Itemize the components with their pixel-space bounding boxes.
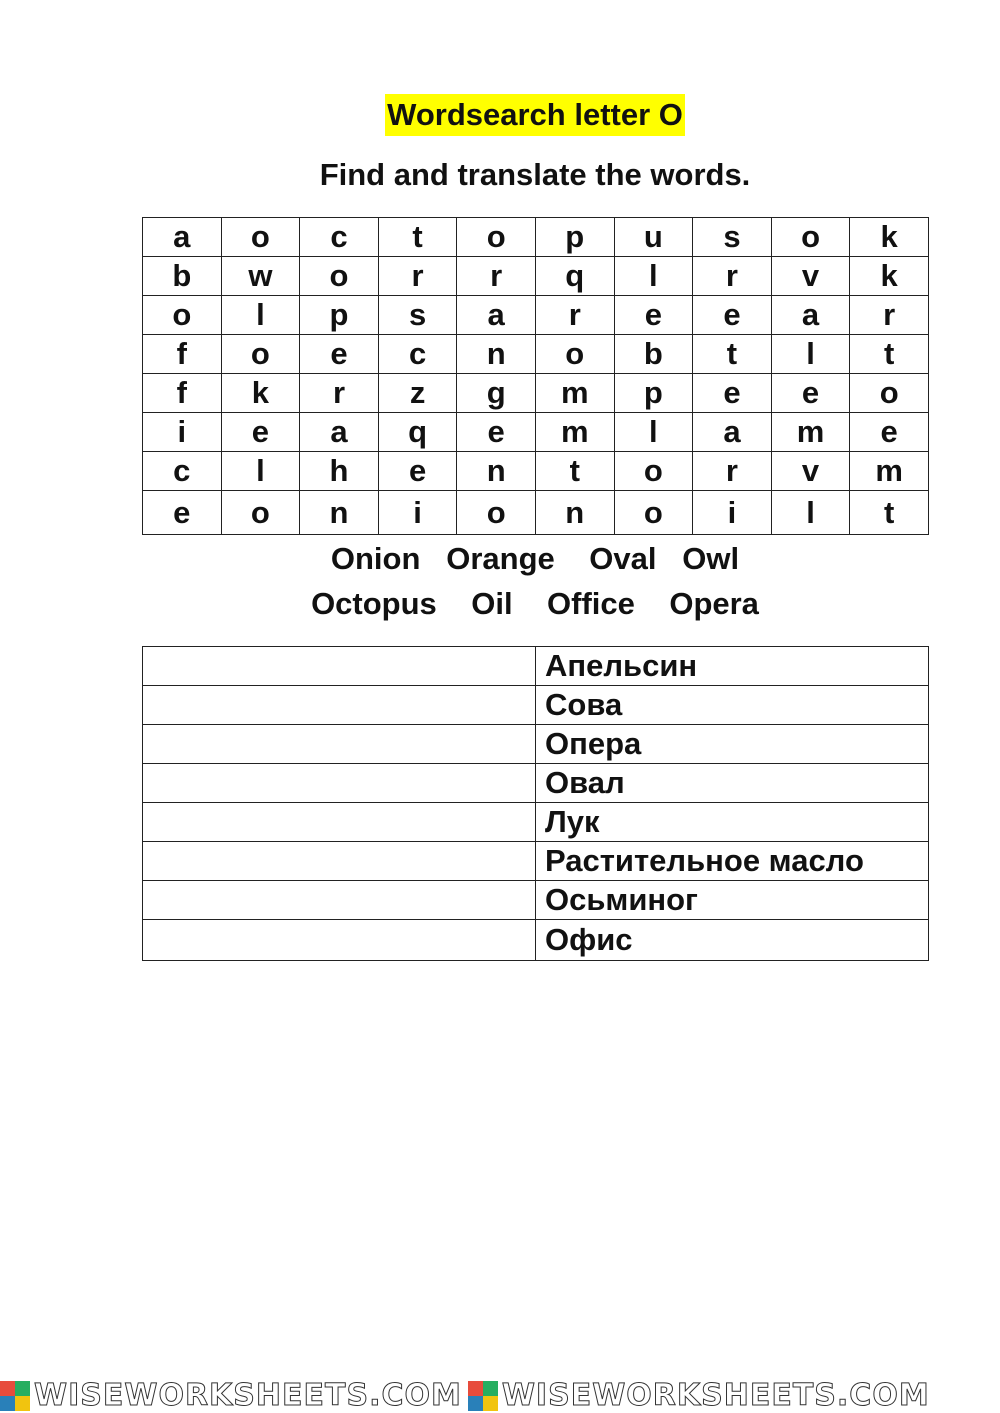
- grid-cell: k: [850, 257, 929, 296]
- translation-cell: Осьминог: [536, 881, 929, 920]
- translation-row: [143, 920, 929, 961]
- grid-cell: e: [221, 413, 300, 452]
- grid-cell: p: [614, 374, 693, 413]
- grid-row: [143, 413, 929, 452]
- grid-cell: w: [221, 257, 300, 296]
- word-list-line-1: Onion Orange Oval Owl: [330, 541, 740, 576]
- brand-watermark: [0, 1378, 462, 1413]
- grid-cell: e: [850, 413, 929, 452]
- grid-cell: o: [614, 491, 693, 535]
- grid-cell: q: [378, 413, 457, 452]
- grid-cell: u: [614, 218, 693, 257]
- grid-cell: o: [221, 218, 300, 257]
- answer-cell[interactable]: [143, 842, 536, 881]
- grid-row: [143, 257, 929, 296]
- grid-cell: c: [300, 218, 379, 257]
- translation-cell: Растительное масло: [536, 842, 929, 881]
- grid-cell: t: [378, 218, 457, 257]
- grid-cell: n: [457, 335, 536, 374]
- grid-row: [143, 296, 929, 335]
- grid-cell: o: [143, 296, 222, 335]
- translation-cell: Лук: [536, 803, 929, 842]
- grid-cell: o: [221, 491, 300, 535]
- brand-watermark: [468, 1378, 930, 1413]
- word-list-line-2: Octopus Oil Office Opera: [311, 586, 759, 621]
- grid-cell: o: [221, 335, 300, 374]
- grid-cell: c: [378, 335, 457, 374]
- answer-cell[interactable]: [143, 881, 536, 920]
- grid-cell: a: [771, 296, 850, 335]
- grid-cell: e: [378, 452, 457, 491]
- grid-cell: i: [693, 491, 772, 535]
- grid-row: [143, 491, 929, 535]
- translation-row: [143, 842, 929, 881]
- grid-row: [143, 374, 929, 413]
- grid-cell: m: [850, 452, 929, 491]
- grid-cell: r: [300, 374, 379, 413]
- brand-logo-icon: [0, 1381, 30, 1411]
- translation-row: [143, 764, 929, 803]
- grid-cell: h: [300, 452, 379, 491]
- grid-cell: e: [693, 296, 772, 335]
- grid-cell: o: [300, 257, 379, 296]
- grid-cell: e: [771, 374, 850, 413]
- grid-cell: m: [535, 374, 614, 413]
- answer-cell[interactable]: [143, 647, 536, 686]
- translation-row: [143, 881, 929, 920]
- grid-cell: o: [614, 452, 693, 491]
- grid-cell: r: [457, 257, 536, 296]
- grid-cell: a: [143, 218, 222, 257]
- grid-cell: b: [614, 335, 693, 374]
- grid-cell: z: [378, 374, 457, 413]
- grid-cell: e: [457, 413, 536, 452]
- grid-cell: p: [535, 218, 614, 257]
- grid-cell: n: [457, 452, 536, 491]
- brand-text: WISEWORKSHEETS.COM: [34, 1378, 462, 1413]
- answer-cell[interactable]: [143, 764, 536, 803]
- grid-cell: m: [771, 413, 850, 452]
- grid-cell: e: [614, 296, 693, 335]
- wordsearch-grid: [142, 217, 929, 535]
- grid-cell: b: [143, 257, 222, 296]
- grid-cell: g: [457, 374, 536, 413]
- grid-cell: l: [614, 257, 693, 296]
- grid-cell: r: [378, 257, 457, 296]
- grid-cell: o: [850, 374, 929, 413]
- grid-cell: k: [221, 374, 300, 413]
- grid-cell: v: [771, 452, 850, 491]
- grid-cell: n: [535, 491, 614, 535]
- grid-cell: i: [378, 491, 457, 535]
- translation-cell: Апельсин: [536, 647, 929, 686]
- footer-watermark: [0, 1378, 1000, 1413]
- grid-cell: a: [457, 296, 536, 335]
- translation-row: [143, 725, 929, 764]
- grid-cell: a: [693, 413, 772, 452]
- grid-cell: m: [535, 413, 614, 452]
- brand-logo-icon: [468, 1381, 498, 1411]
- brand-text: WISEWORKSHEETS.COM: [501, 1378, 930, 1413]
- grid-cell: s: [378, 296, 457, 335]
- translation-cell: Офис: [536, 920, 929, 961]
- translation-row: [143, 647, 929, 686]
- answer-cell[interactable]: [143, 725, 536, 764]
- grid-cell: o: [535, 335, 614, 374]
- grid-cell: p: [300, 296, 379, 335]
- grid-cell: r: [850, 296, 929, 335]
- answer-cell[interactable]: [143, 803, 536, 842]
- translation-row: [143, 803, 929, 842]
- grid-cell: t: [693, 335, 772, 374]
- grid-cell: t: [850, 491, 929, 535]
- translation-table: [142, 646, 929, 961]
- grid-cell: n: [300, 491, 379, 535]
- grid-cell: t: [535, 452, 614, 491]
- grid-cell: o: [457, 491, 536, 535]
- grid-cell: a: [300, 413, 379, 452]
- grid-cell: s: [693, 218, 772, 257]
- worksheet-title: Wordsearch letter O: [385, 94, 685, 136]
- translation-row: [143, 686, 929, 725]
- grid-cell: r: [535, 296, 614, 335]
- grid-row: [143, 452, 929, 491]
- grid-cell: f: [143, 374, 222, 413]
- instructions: Find and translate the words.: [319, 157, 751, 192]
- grid-cell: f: [143, 335, 222, 374]
- grid-cell: l: [221, 452, 300, 491]
- grid-cell: i: [143, 413, 222, 452]
- grid-cell: k: [850, 218, 929, 257]
- grid-cell: c: [143, 452, 222, 491]
- grid-cell: e: [693, 374, 772, 413]
- grid-cell: l: [221, 296, 300, 335]
- grid-cell: e: [300, 335, 379, 374]
- grid-cell: l: [614, 413, 693, 452]
- grid-row: [143, 218, 929, 257]
- grid-cell: o: [457, 218, 536, 257]
- grid-cell: r: [693, 257, 772, 296]
- grid-cell: l: [771, 335, 850, 374]
- translation-cell: Опера: [536, 725, 929, 764]
- grid-cell: e: [143, 491, 222, 535]
- grid-cell: r: [693, 452, 772, 491]
- grid-cell: v: [771, 257, 850, 296]
- answer-cell[interactable]: [143, 920, 536, 961]
- translation-cell: Овал: [536, 764, 929, 803]
- translation-cell: Сова: [536, 686, 929, 725]
- answer-cell[interactable]: [143, 686, 536, 725]
- grid-cell: l: [771, 491, 850, 535]
- grid-cell: o: [771, 218, 850, 257]
- title-wrap: [0, 94, 1000, 136]
- grid-cell: t: [850, 335, 929, 374]
- grid-row: [143, 335, 929, 374]
- grid-cell: q: [535, 257, 614, 296]
